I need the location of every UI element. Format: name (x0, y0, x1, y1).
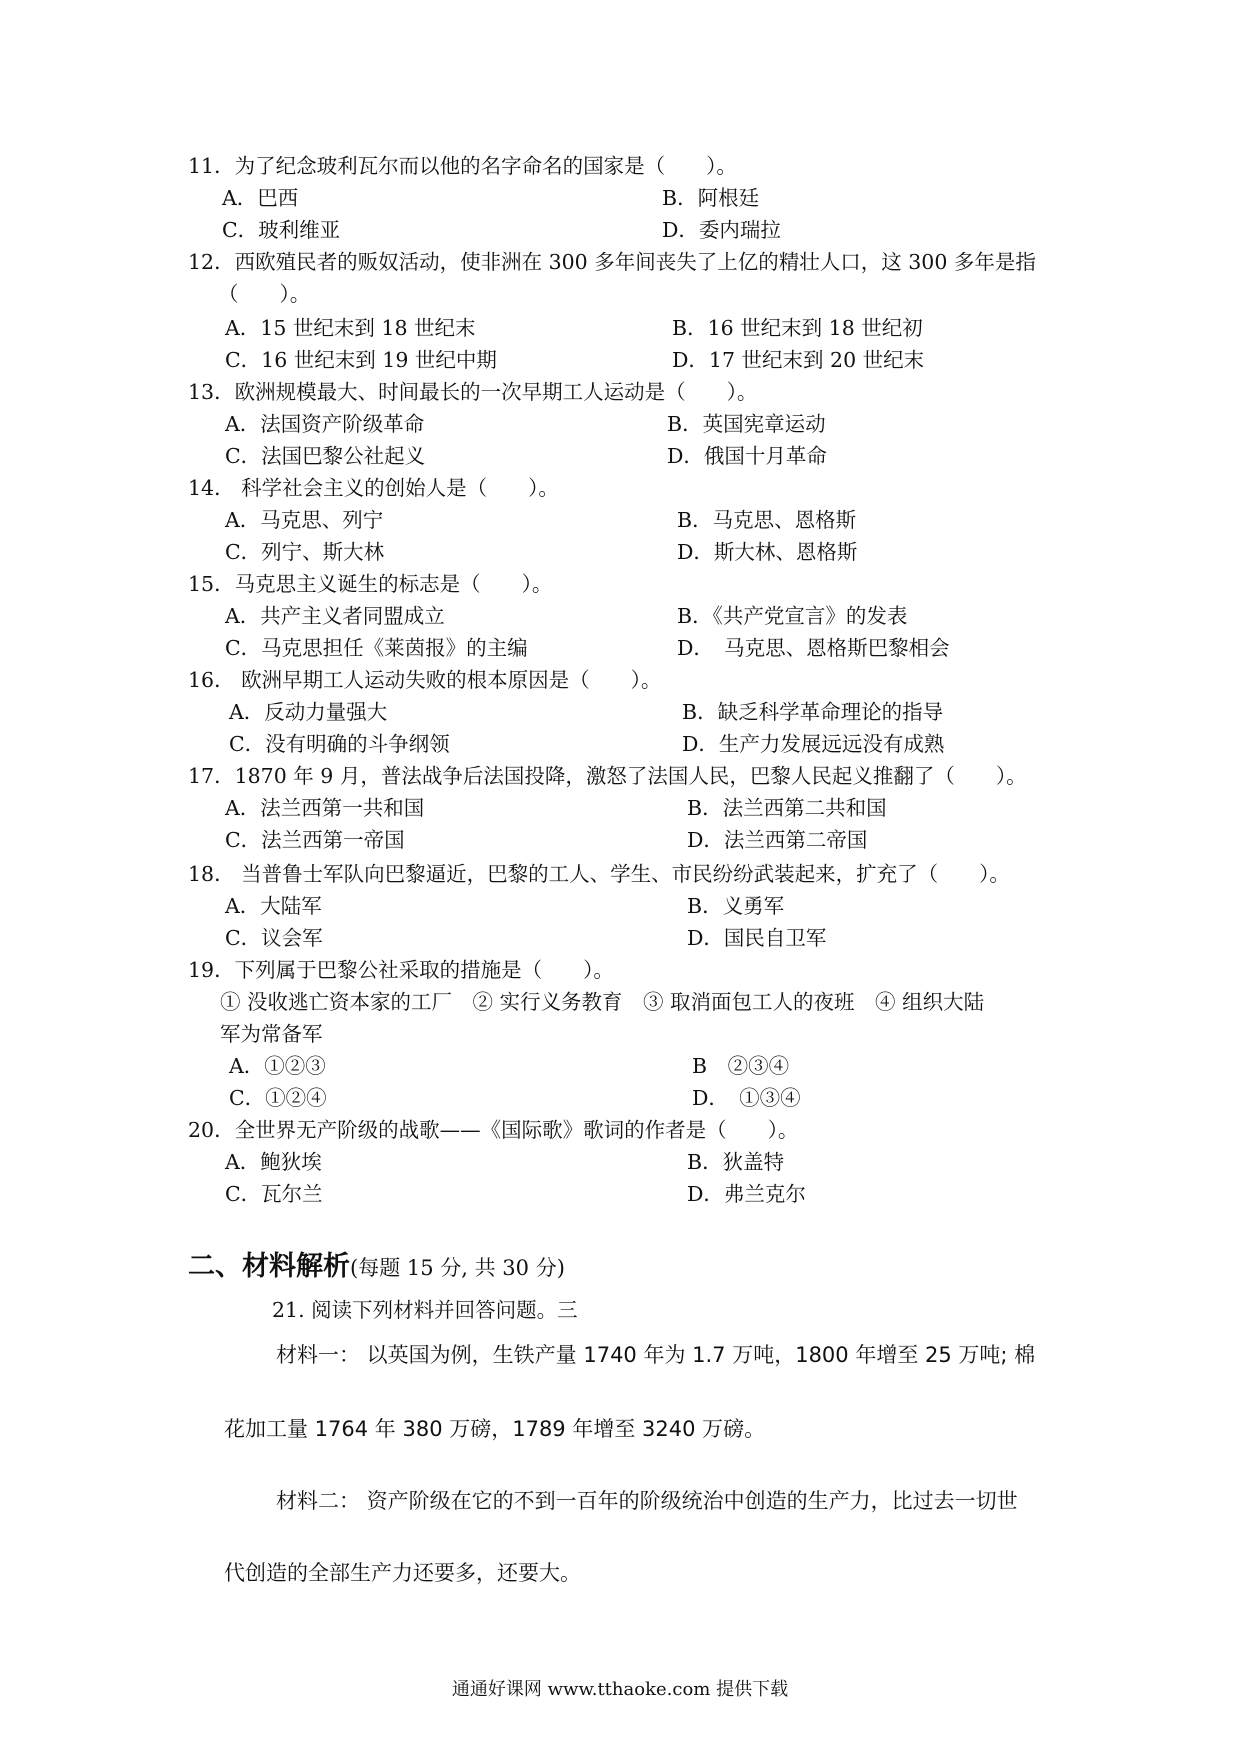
option-a: A．反动力量强大 (229, 700, 388, 724)
option-b: B．义勇军 (687, 894, 785, 918)
option-b: B．法兰西第二共和国 (687, 796, 887, 820)
option-c: C．玻利维亚 (222, 218, 341, 242)
option-d: D．俄国十月革命 (667, 444, 827, 468)
option-c: C．16 世纪末到 19 世纪中期 (225, 348, 497, 372)
option-d: D． ①③④ (692, 1086, 801, 1110)
section-score-note: (每题 15 分, 共 30 分) (350, 1256, 565, 1280)
question-stem: 13．欧洲规模最大、时间最长的一次早期工人运动是（ ）。 (188, 380, 758, 404)
question-stem-cont: ① 没收逃亡资本家的工厂 ② 实行义务教育 ③ 取消面包工人的夜班 ④ 组织大陆 (220, 990, 985, 1014)
option-a: A．巴西 (222, 186, 299, 210)
question-stem: 12．西欧殖民者的贩奴活动，使非洲在 300 多年间丧失了上亿的精壮人口，这 300 多年是指 (188, 250, 1036, 274)
question-stem: 18． 当普鲁士军队向巴黎逼近，巴黎的工人、学生、市民纷纷武装起来，扩充了（ ）。 (188, 862, 1010, 886)
question-stem: 16． 欧洲早期工人运动失败的根本原因是（ ）。 (188, 668, 662, 692)
option-b: B．阿根廷 (662, 186, 760, 210)
option-d: D．委内瑞拉 (662, 218, 781, 242)
option-d: D． 马克思、恩格斯巴黎相会 (677, 636, 950, 660)
option-a: A．大陆军 (225, 894, 322, 918)
option-a: A．马克思、列宁 (225, 508, 384, 532)
option-d: D．17 世纪末到 20 世纪末 (672, 348, 925, 372)
material-one-line-1: 材料一： 以英国为例，生铁产量 1740 年为 1.7 万吨，1800 年增至 25 万吨; 棉 (276, 1343, 1036, 1367)
option-b: B ②③④ (692, 1054, 790, 1078)
material-one-line-2: 花加工量 1764 年 380 万磅，1789 年增至 3240 万磅。 (224, 1417, 766, 1441)
section-heading (188, 1244, 565, 1283)
option-c: C．瓦尔兰 (225, 1182, 323, 1206)
question-stem: 20．全世界无产阶级的战歌——《国际歌》歌词的作者是（ ）。 (188, 1118, 799, 1142)
option-c: C．没有明确的斗争纲领 (229, 732, 450, 756)
option-a: A．鲍狄埃 (225, 1150, 322, 1174)
option-b: B．16 世纪末到 18 世纪初 (672, 316, 923, 340)
question-stem: 11．为了纪念玻利瓦尔而以他的名字命名的国家是（ ）。 (188, 154, 737, 178)
material-two-line-1: 材料二： 资产阶级在它的不到一百年的阶级统治中创造的生产力，比过去一切世 (276, 1489, 1018, 1513)
option-b: B．马克思、恩格斯 (677, 508, 857, 532)
option-b: B．狄盖特 (687, 1150, 785, 1174)
page-footer: 通通好课网 www.tthaoke.com 提供下载 (451, 1679, 789, 1700)
question-stem-cont: （ ）。 (218, 282, 311, 306)
option-d: D．弗兰克尔 (687, 1182, 806, 1206)
section-title: 二、材料解析 (188, 1251, 350, 1282)
option-b: B．《共产党宣言》的发表 (677, 604, 908, 628)
option-d: D．国民自卫军 (687, 926, 827, 950)
option-b: B．缺乏科学革命理论的指导 (682, 700, 944, 724)
option-a: A．15 世纪末到 18 世纪末 (225, 316, 476, 340)
question-stem: 14． 科学社会主义的创始人是（ ）。 (188, 476, 559, 500)
option-d: D．法兰西第二帝国 (687, 828, 868, 852)
option-a: A．法国资产阶级革命 (225, 412, 425, 436)
option-c: C．马克思担任《莱茵报》的主编 (225, 636, 528, 660)
question-stem: 17．1870 年 9 月，普法战争后法国投降，激怒了法国人民，巴黎人民起义推翻了（ ）。 (188, 764, 1027, 788)
option-c: C．议会军 (225, 926, 323, 950)
question-stem: 19．下列属于巴黎公社采取的措施是（ ）。 (188, 958, 614, 982)
option-a: A．法兰西第一共和国 (225, 796, 425, 820)
option-c: C．法兰西第一帝国 (225, 828, 405, 852)
material-two-line-2: 代创造的全部生产力还要多，还要大。 (224, 1561, 581, 1585)
question-21-stem: 21. 阅读下列材料并回答问题。三 (272, 1298, 578, 1322)
option-d: D．斯大林、恩格斯 (677, 540, 858, 564)
option-a: A．①②③ (229, 1054, 326, 1078)
option-a: A．共产主义者同盟成立 (225, 604, 445, 628)
option-c: C．①②④ (229, 1086, 327, 1110)
question-stem: 15．马克思主义诞生的标志是（ ）。 (188, 572, 553, 596)
option-c: C．法国巴黎公社起义 (225, 444, 426, 468)
question-stem-cont: 军为常备军 (220, 1022, 323, 1046)
option-b: B．英国宪章运动 (667, 412, 826, 436)
option-d: D．生产力发展远远没有成熟 (682, 732, 945, 756)
option-c: C．列宁、斯大林 (225, 540, 385, 564)
